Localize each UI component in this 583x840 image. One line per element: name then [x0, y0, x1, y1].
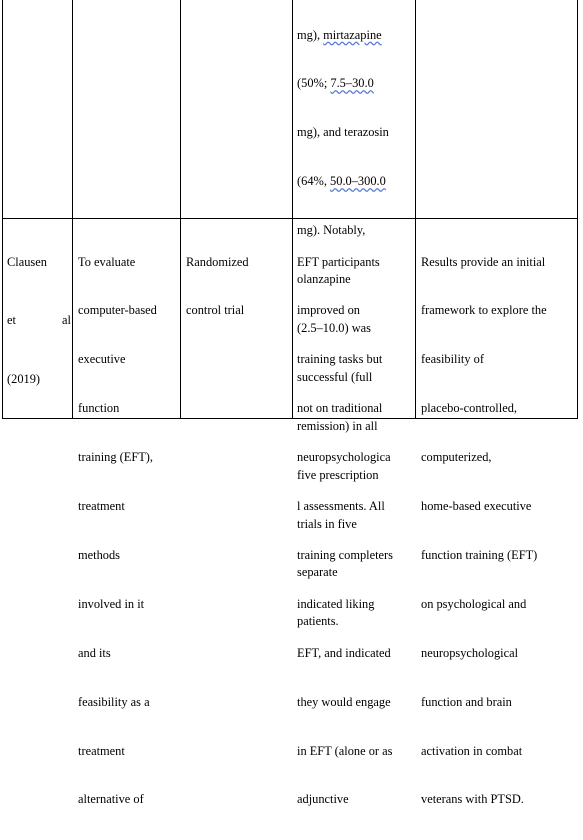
conclusion-line: activation in combat: [421, 743, 523, 758]
findings-line: separate: [297, 565, 338, 580]
aim-line: feasibility as a: [78, 694, 150, 709]
author-etal: et al: [7, 313, 71, 328]
conclusion-line: feasibility of: [421, 352, 484, 367]
table-border-right: [577, 0, 578, 419]
conclusion-line: on psychological and: [421, 596, 527, 611]
findings-line: (64%, 50.0–300.0: [297, 174, 386, 189]
findings-line: mg). Notably,: [297, 223, 366, 238]
aim-cell: [78, 221, 157, 840]
author-name: Clausen: [7, 254, 47, 269]
design-line: control trial: [186, 303, 245, 318]
findings-line: not on traditional: [297, 401, 383, 416]
findings-line: EFT participants: [297, 254, 380, 269]
aim-line: methods: [78, 547, 120, 562]
design-line: Randomized: [186, 254, 249, 269]
findings-cell: [297, 221, 393, 840]
findings-line: trials in five: [297, 516, 357, 531]
findings-line: olanzapine: [297, 272, 351, 287]
table-border-left: [2, 0, 3, 419]
conclusion-line: framework to explore the: [421, 303, 547, 318]
column-divider-2: [180, 0, 181, 419]
column-divider-3: [292, 0, 293, 419]
findings-line: mg), and terazosin: [297, 125, 389, 140]
conclusion-cell: [421, 221, 547, 840]
design-cell: [186, 221, 249, 351]
conclusion-line: neuropsychological: [421, 645, 519, 660]
findings-line: five prescription: [297, 467, 379, 482]
author-year: (2019): [7, 371, 41, 386]
findings-line: improved on: [297, 303, 360, 318]
dose-range: 7.5–30.0: [330, 76, 374, 91]
column-divider-1: [72, 0, 73, 419]
findings-line: in EFT (alone or as: [297, 743, 393, 758]
row-divider: [2, 218, 578, 219]
findings-line: neuropsychologica: [297, 450, 391, 465]
findings-line: remission) in all: [297, 418, 378, 433]
conclusion-line: function and brain: [421, 694, 512, 709]
spellcheck-word: mirtazapine: [323, 27, 382, 42]
aim-line: To evaluate: [78, 254, 136, 269]
findings-line: patients.: [297, 614, 339, 629]
aim-line: treatment: [78, 743, 125, 758]
findings-line: mg), mirtazapine: [297, 27, 382, 42]
aim-line: function: [78, 401, 120, 416]
findings-line: l assessments. All: [297, 499, 385, 514]
conclusion-line: Results provide an initial: [421, 254, 546, 269]
aim-line: involved in it: [78, 596, 145, 611]
conclusion-line: placebo-controlled,: [421, 401, 517, 416]
findings-line: (50%; 7.5–30.0: [297, 76, 374, 91]
aim-line: alternative of: [78, 792, 144, 807]
column-divider-4: [415, 0, 416, 419]
findings-line: successful (full: [297, 369, 373, 384]
dose-range: 50.0–300.0: [330, 174, 386, 189]
conclusion-line: function training (EFT): [421, 547, 538, 562]
conclusion-line: veterans with PTSD.: [421, 792, 524, 807]
findings-line: they would engage: [297, 694, 391, 709]
findings-line: adjunctive: [297, 792, 349, 807]
findings-line: training completers: [297, 547, 393, 562]
author-cell: [7, 221, 71, 420]
findings-line: training tasks but: [297, 352, 383, 367]
conclusion-line: computerized,: [421, 450, 492, 465]
conclusion-line: home-based executive: [421, 499, 532, 514]
aim-line: executive: [78, 352, 126, 367]
aim-line: treatment: [78, 499, 125, 514]
aim-line: computer-based: [78, 303, 157, 318]
findings-line: EFT, and indicated: [297, 645, 391, 660]
aim-line: training (EFT),: [78, 450, 154, 465]
findings-line: (2.5–10.0) was: [297, 320, 371, 335]
aim-line: and its: [78, 645, 111, 660]
findings-line: indicated liking: [297, 596, 375, 611]
